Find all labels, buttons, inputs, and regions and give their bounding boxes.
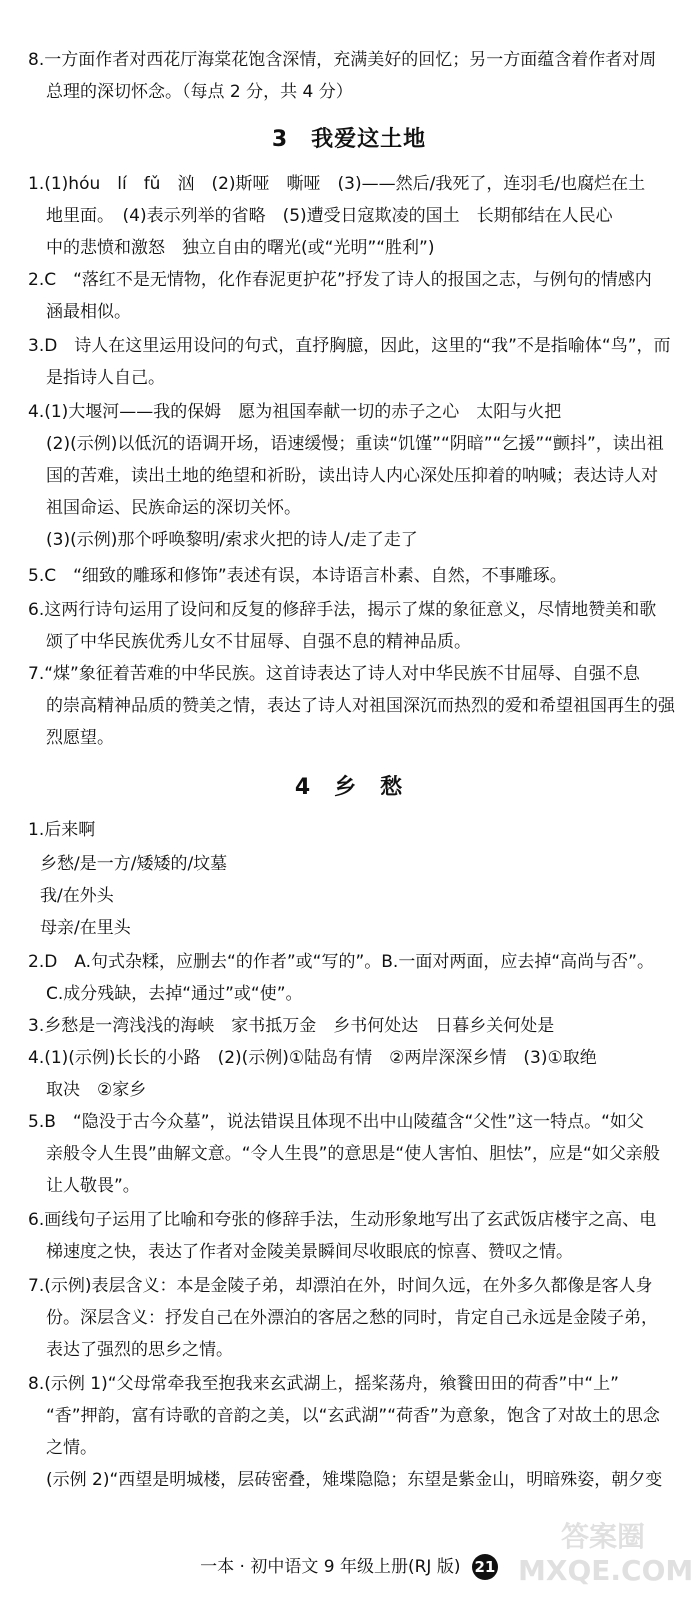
text-line: 祖国命运、民族命运的深切关怀。 xyxy=(46,498,301,518)
watermark-url: MXQE.COM xyxy=(518,1554,694,1587)
poem-line: 母亲/在里头 xyxy=(40,918,131,938)
text-line: (3)(示例)那个呼唤黎明/索求火把的诗人/走了走了 xyxy=(46,530,418,550)
text-line: 8.一方面作者对西花厅海棠花饱含深情，充满美好的回忆；另一方面蕴含着作者对周 xyxy=(28,50,657,70)
text-line: 7.“煤”象征着苦难的中华民族。这首诗表达了诗人对中华民族不甘屈辱、自强不息 xyxy=(28,664,640,684)
text-line: 之情。 xyxy=(46,1438,97,1458)
sec3-answer-7 xyxy=(28,658,675,754)
prev-answer-8 xyxy=(28,44,668,108)
text-line: C.成分残缺，去掉“通过”或“使”。 xyxy=(46,984,303,1004)
text-line: 颂了中华民族优秀儿女不甘屈辱、自强不息的精神品质。 xyxy=(46,632,471,652)
text-line: 涵最相似。 xyxy=(46,302,131,322)
section-3-title: 3 我爱这土地 xyxy=(271,127,427,152)
text-line: 1.后来啊 xyxy=(28,820,96,840)
text-line: 4.(1)(示例)长长的小路 (2)(示例)①陆岛有情 ②两岸深深乡情 (3)①取绝 xyxy=(28,1048,597,1068)
text-line: 是指诗人自己。 xyxy=(46,368,165,388)
poem-line: 我/在外头 xyxy=(40,886,114,906)
text-line: 国的苦难，读出土地的绝望和祈盼，读出诗人内心深处压抑着的呐喊；表达诗人对 xyxy=(46,466,658,486)
sec3-answer-4 xyxy=(28,396,668,556)
sec4-answer-5 xyxy=(28,1106,668,1202)
text-line: 总理的深切怀念。（每点 2 分，共 4 分） xyxy=(46,82,353,102)
sec4-answer-4 xyxy=(28,1042,668,1106)
text-line: (2)(示例)以低沉的语调开场，语速缓慢；重读“饥馑”“阴暗”“乞援”“颤抖”，读出祖 xyxy=(46,434,664,454)
text-line: 表达了强烈的思乡之情。 xyxy=(46,1340,233,1360)
page-number: 21 xyxy=(472,1554,498,1580)
text-line: “香”押韵，富有诗歌的音韵之美，以“玄武湖”“荷香”为意象，饱含了对故土的思念 xyxy=(46,1406,660,1426)
text-line: 2.C “落红不是无情物，化作春泥更护花”抒发了诗人的报国之志，与例句的情感内 xyxy=(28,270,652,290)
text-line: 4.(1)大堰河——我的保姆 愿为祖国奉献一切的赤子之心 太阳与火把 xyxy=(28,402,562,422)
watermark-logo xyxy=(518,1520,694,1592)
sec3-answer-1 xyxy=(28,168,668,264)
poem-line: 乡愁/是一方/矮矮的/坟墓 xyxy=(40,854,228,874)
section-4-title: 4 乡 愁 xyxy=(294,775,404,800)
text-line: 5.B “隐没于古今众墓”，说法错误且体现不出中山陵蕴含“父性”这一特点。“如父 xyxy=(28,1112,644,1132)
text-line: 5.C “细致的雕琢和修饰”表述有误，本诗语言朴素、自然，不事雕琢。 xyxy=(28,566,567,586)
text-line: 6.画线句子运用了比喻和夸张的修辞手法，生动形象地写出了玄武饭店楼宇之高、电 xyxy=(28,1210,657,1230)
text-line: 2.D A.句式杂糅，应删去“的作者”或“写的”。B.一面对两面，应去掉“高尚与否”。 xyxy=(28,952,654,972)
watermark-text: 答案圈 xyxy=(560,1520,645,1553)
text-line: 地里面。 (4)表示列举的省略 (5)遭受日寇欺凌的国土 长期郁结在人民心 xyxy=(46,206,613,226)
text-line: 的崇高精神品质的赞美之情，表达了诗人对祖国深沉而热烈的爱和希望祖国再生的强 xyxy=(46,696,675,716)
text-line: 烈愿望。 xyxy=(46,728,114,748)
sec4-answer-7 xyxy=(28,1270,668,1366)
sec4-answer-3 xyxy=(28,1010,668,1042)
sec4-answer-2 xyxy=(28,946,668,1010)
text-line: 取决 ②家乡 xyxy=(46,1080,147,1100)
text-line: 1.(1)hóu lí fǔ 汹 (2)斯哑 嘶哑 (3)——然后/我死了，连羽毛/也腐烂在土 xyxy=(28,174,646,194)
text-line: 份。深层含义：抒发自己在外漂泊的客居之愁的同时，肯定自己永远是金陵子弟， xyxy=(46,1308,658,1328)
text-line: 6.这两行诗句运用了设问和反复的修辞手法，揭示了煤的象征意义，尽情地赞美和歌 xyxy=(28,600,657,620)
sec3-answer-6 xyxy=(28,594,668,658)
sec4-answer-8 xyxy=(28,1368,668,1496)
text-line: 3.D 诗人在这里运用设问的句式，直抒胸臆，因此，这里的“我”不是指喻体“鸟”，而 xyxy=(28,336,671,356)
text-line: (示例 2)“西望是明城楼，层砖密叠，雉堞隐隐；东望是紫金山，明暗殊姿，朝夕变 xyxy=(46,1470,663,1490)
text-line: 7.(示例)表层含义：本是金陵子弟，却漂泊在外，时间久远，在外多久都像是客人身 xyxy=(28,1276,653,1296)
sec3-answer-5 xyxy=(28,560,668,592)
text-line: 8.(示例 1)“父母常牵我至抱我来玄武湖上，摇桨荡舟，飨餮田田的荷香”中“上” xyxy=(28,1374,619,1394)
sec4-answer-6 xyxy=(28,1204,668,1268)
text-line: 中的悲愤和激怒 独立自由的曙光(或“光明”“胜利”) xyxy=(46,238,435,258)
text-line: 梯速度之快，表达了作者对金陵美景瞬间尽收眼底的惊喜、赞叹之情。 xyxy=(46,1242,573,1262)
poem-excerpt xyxy=(40,848,227,944)
text-line: 亲般令人生畏”曲解文意。“令人生畏”的意思是“使人害怕、胆怯”，应是“如父亲般 xyxy=(46,1144,660,1164)
book-title: 一本 · 初中语文 9 年级上册(RJ 版) xyxy=(200,1557,461,1577)
sec3-answer-2 xyxy=(28,264,668,328)
text-line: 让人敬畏”。 xyxy=(46,1176,140,1196)
sec4-answer-1 xyxy=(28,814,668,846)
text-line: 3.乡愁是一湾浅浅的海峡 家书抵万金 乡书何处达 日暮乡关何处是 xyxy=(28,1016,555,1036)
sec3-answer-3 xyxy=(28,330,671,394)
